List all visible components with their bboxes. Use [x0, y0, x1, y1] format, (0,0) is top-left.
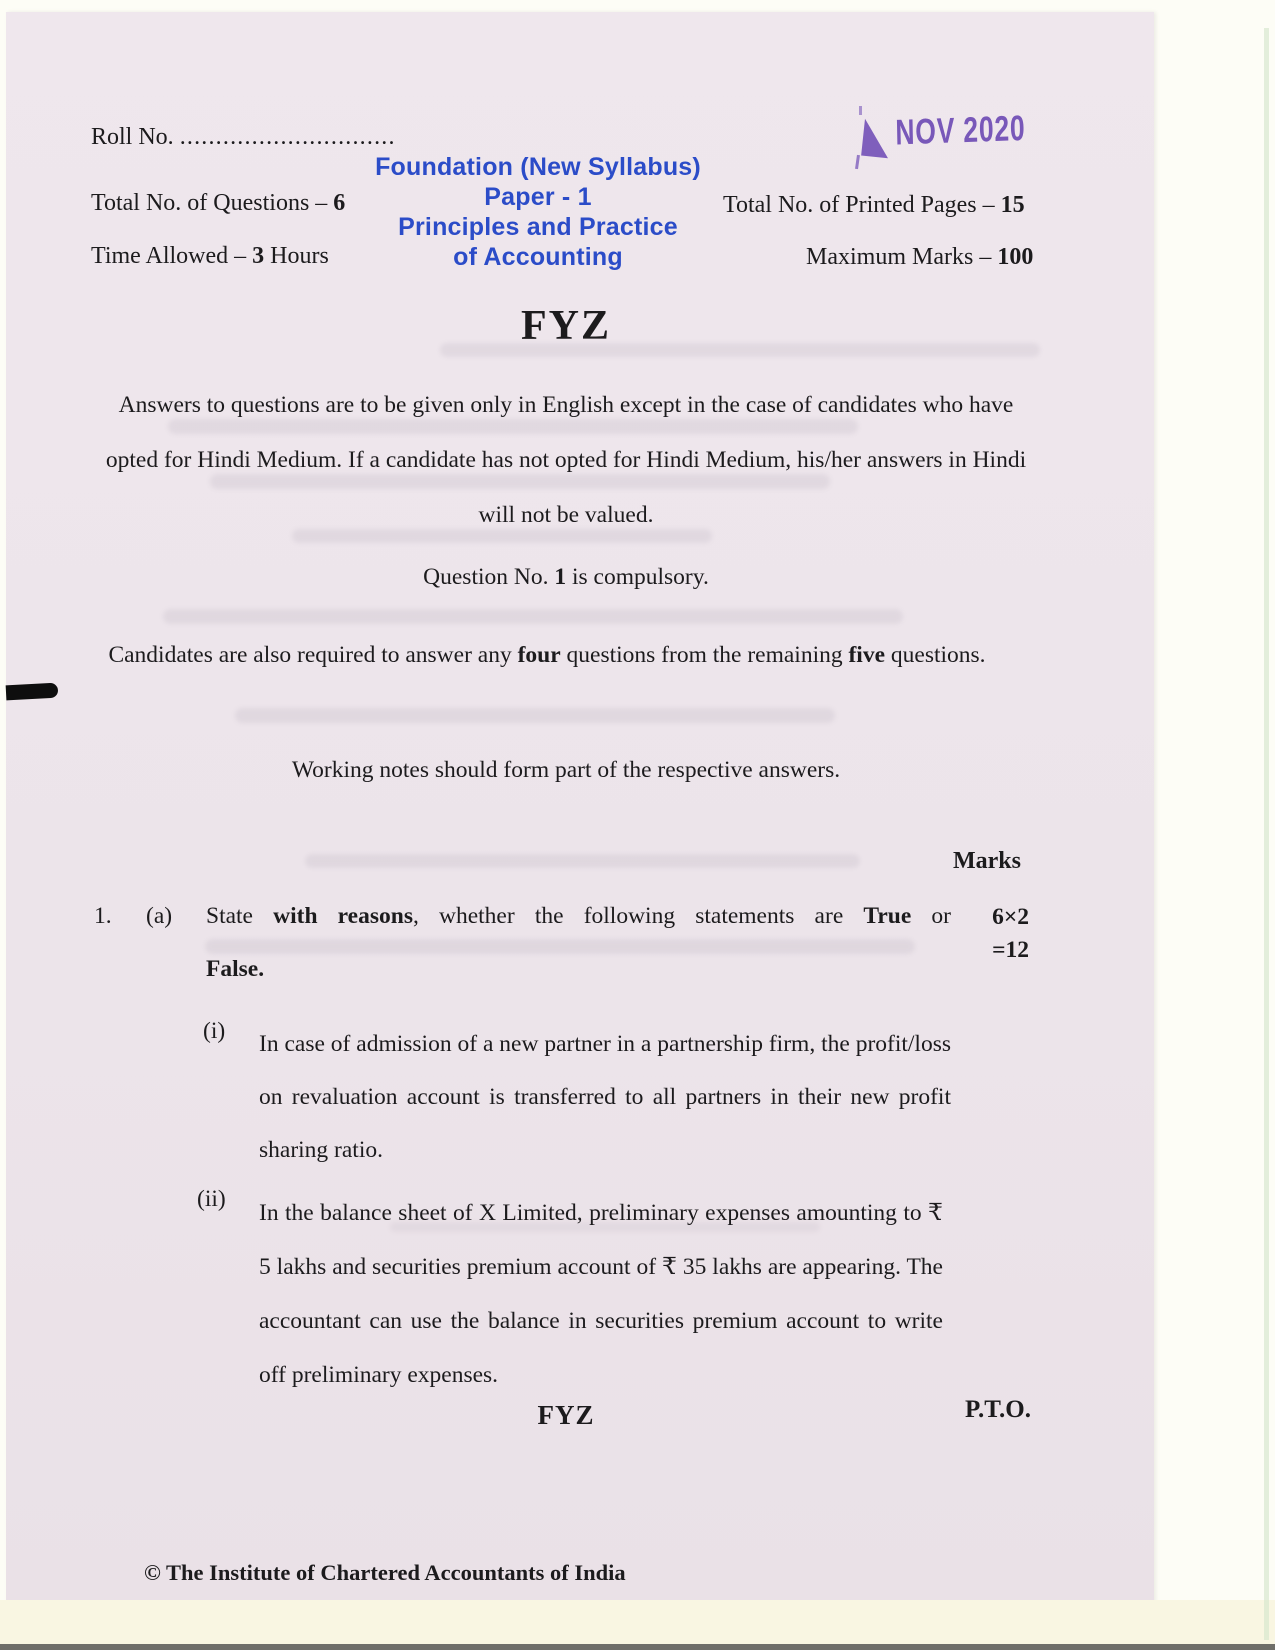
total-questions-row: [91, 190, 345, 217]
item-ii-text: In the balance sheet of X Limited, preliminary expenses amounting to ₹ 5 lakhs and securities premium account of ₹ 35 lakhs are appearing. The accountant can use the balance in securities premium account to write off preliminary expenses.: [259, 1200, 943, 1388]
item-ii-label: (ii): [197, 1186, 226, 1212]
maximum-marks-label: Maximum Marks –: [806, 244, 998, 270]
scanned-exam-page: [6, 12, 1154, 1606]
marks-column-header: Marks: [953, 848, 1021, 874]
item-i-text: In case of admission of a new partner in a partnership firm, the profit/loss on revaluation account is transferred to all partners in their new profit sharing ratio.: [259, 1031, 951, 1163]
total-questions-label: Total No. of Questions –: [91, 190, 334, 216]
bleed-through-artifact: [205, 939, 915, 954]
ink-dash-artifact: [6, 683, 59, 701]
printed-pages-value: 15: [1000, 192, 1025, 218]
program-title-block: [363, 152, 713, 272]
roll-no-label: Roll No.: [91, 124, 174, 150]
copyright-notice: © The Institute of Chartered Accountants of India: [144, 1560, 626, 1585]
scan-edge-strip: [0, 1644, 1275, 1650]
time-allowed-value: 3: [252, 243, 265, 269]
paper-code-title: FYZ: [521, 303, 611, 349]
maximum-marks-row: [806, 244, 1033, 271]
total-questions-value: 6: [333, 190, 346, 216]
scan-edge-line: [1264, 28, 1269, 1640]
item-i-label: (i): [203, 1018, 226, 1044]
roll-no-dotted-line: ..............................: [179, 124, 396, 150]
question-part-label: (a): [146, 903, 173, 929]
printed-pages-label: Total No. of Printed Pages –: [723, 192, 1001, 218]
time-allowed-label: Time Allowed –: [91, 243, 253, 269]
stamp-ink-tick: [855, 155, 860, 169]
marks-value-line1: 6×2: [992, 904, 1029, 930]
printed-pages-row: [723, 192, 1025, 219]
compulsory-note: Question No. 1 is compulsory.: [423, 564, 709, 590]
time-allowed-row: Time Allowed – 3 Hours: [91, 243, 329, 269]
question-number: 1.: [94, 903, 112, 929]
page-turn-over-label: P.T.O.: [965, 1396, 1031, 1423]
question-marks: [969, 901, 1029, 967]
marks-value-line2: =12: [992, 937, 1029, 963]
stamp-triangle-mark: [861, 119, 892, 159]
bleed-through-artifact: [305, 854, 860, 868]
program-line-4: of Accounting: [453, 243, 623, 271]
stamp-ink-dot: [859, 106, 862, 115]
roll-no-row: [91, 124, 396, 151]
maximum-marks-value: 100: [997, 244, 1034, 270]
question-stem-line2: False.: [206, 956, 265, 982]
bleed-through-artifact: [235, 708, 835, 723]
footer-paper-code: FYZ: [537, 1400, 595, 1430]
scanner-background-band: [0, 1600, 1275, 1644]
program-line-2: Paper - 1: [484, 183, 592, 211]
candidates-note: Candidates are also required to answer any four questions from the remaining five questions.: [108, 642, 986, 668]
program-line-1: Foundation (New Syllabus): [375, 153, 701, 181]
language-instruction: Answers to questions are to be given only in English except in the case of candidates who have opted for Hindi Medium. If a candidate has not opted for Hindi Medium, his/her answers in Hindi will not be valued.: [105, 392, 1027, 528]
bleed-through-artifact: [163, 609, 903, 624]
program-line-3: Principles and Practice: [398, 213, 678, 241]
date-stamp: NOV 2020: [895, 108, 1026, 153]
working-notes-note: Working notes should form part of the respective answers.: [291, 757, 841, 783]
question-stem-line1: State with reasons, whether the following statements are True or: [206, 903, 951, 929]
